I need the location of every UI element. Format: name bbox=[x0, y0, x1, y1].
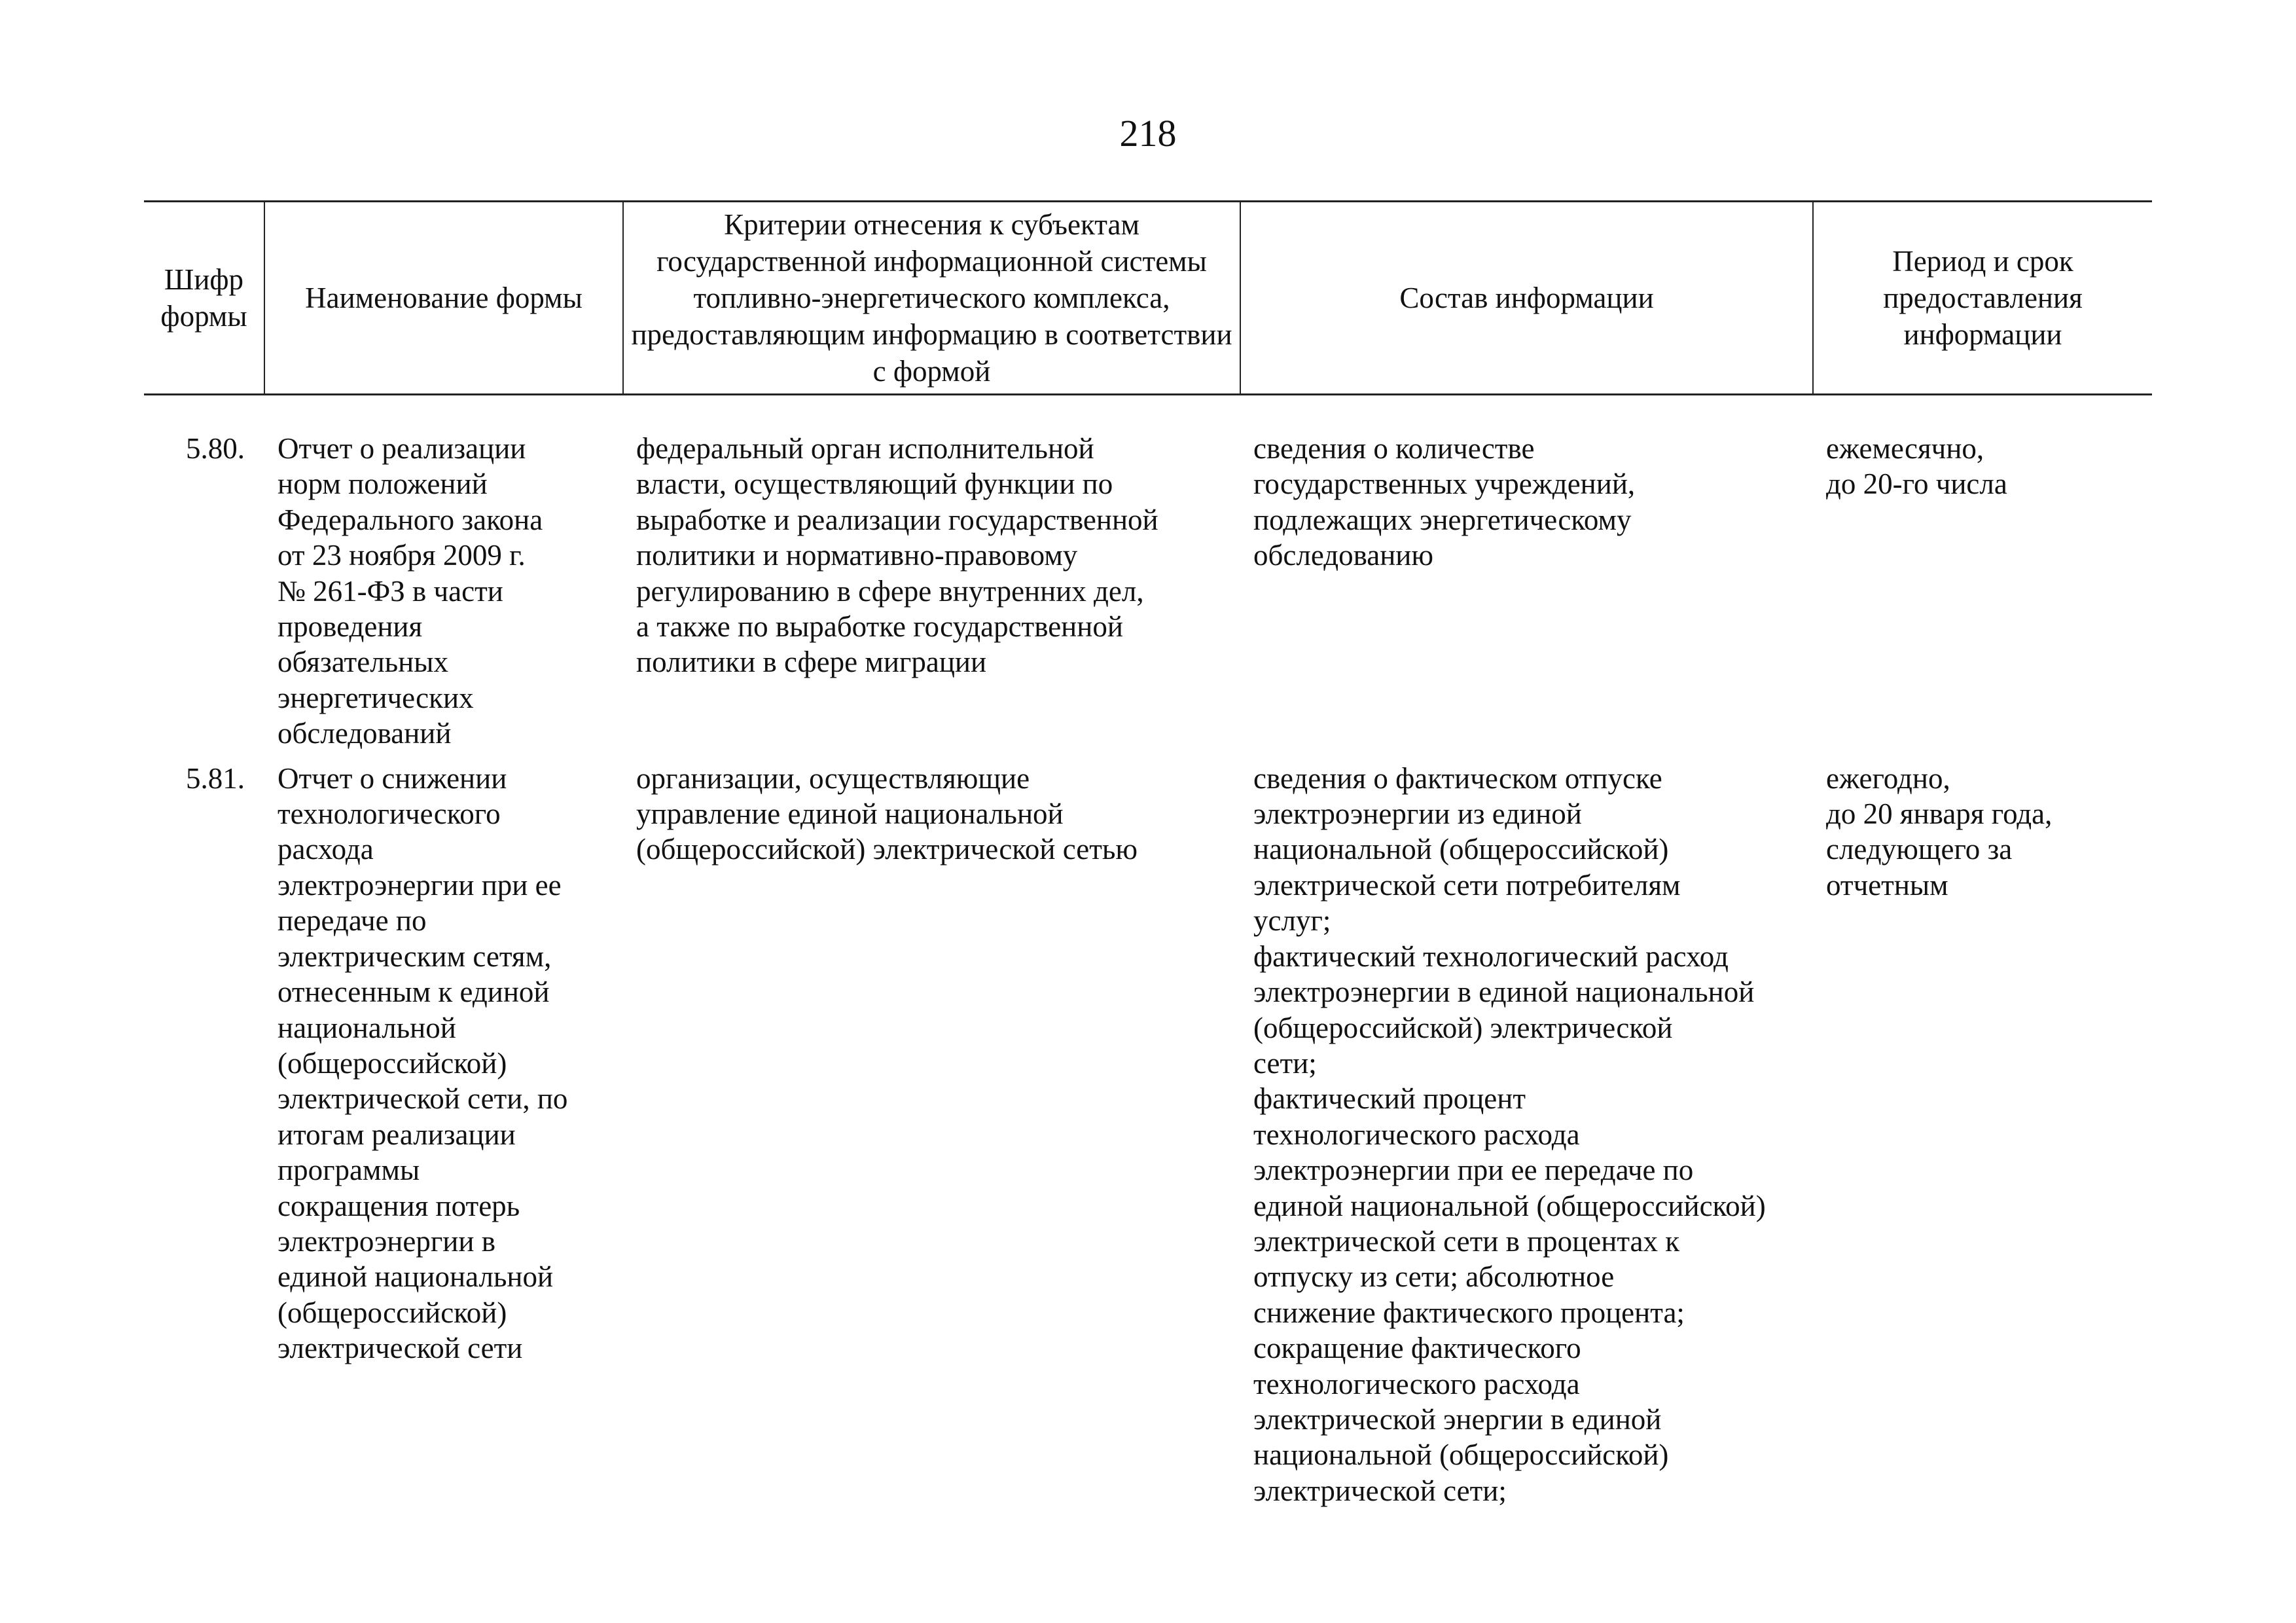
header-period: Период и срок предоставления информации bbox=[1813, 202, 2152, 395]
row-content: сведения о количестве государственных учреждений, подлежащих энергетическому обследованию bbox=[1253, 432, 1636, 572]
row-name: Отчет о снижении технологического расхода электроэнергии при ее передаче по электрическим сетям, отнесенным к единой национальной (общероссийской) электрической сети, по итогам реализации программы сокращения потерь электроэнергии в единой национальной (общероссийской) электрической сети bbox=[278, 761, 568, 1365]
row-code: 5.80. bbox=[186, 432, 245, 465]
forms-table bbox=[144, 200, 2152, 1508]
table-row bbox=[144, 431, 2152, 752]
header-criteria: Критерии отнесения к субъектам государственной информационной системы топливно-энергетического комплекса, предоставляющим информацию в соответствии с формой bbox=[623, 202, 1240, 395]
row-criteria: федеральный орган исполнительной власти, осуществляющий функции по выработке и реализации государственной политики и нормативно-правовому регулированию в сфере внутренних дел, а также по выработке государственной политики в сфере миграции bbox=[636, 432, 1158, 679]
row-criteria: организации, осуществляющие управление единой национальной (общероссийской) электрической сетью bbox=[636, 761, 1138, 866]
header-code: Шифр формы bbox=[144, 202, 264, 395]
row-content: сведения о фактическом отпуске электроэнергии из единой национальной (общероссийской) электрической сети потребителям услуг; фактический технологический расход электроэнергии в единой национальной (общероссийской) электрической сети; фактический процент технологического расхода электроэнергии при ее передаче по единой национальной (общероссийской) электрической сети в процентах к отпуску из сети; абсолютное снижение фактического процента; сокращение фактического технологического расхода электрической энергии в единой национальной (общероссийской) электрической сети; bbox=[1253, 761, 1766, 1507]
table-header bbox=[144, 202, 2152, 395]
row-period: ежегодно, до 20 января года, следующего за отчетным bbox=[1826, 761, 2053, 902]
header-name: Наименование формы bbox=[264, 202, 623, 395]
table-row bbox=[144, 761, 2152, 1509]
page-number: 218 bbox=[1119, 112, 1177, 155]
row-code: 5.81. bbox=[186, 761, 245, 795]
row-period: ежемесячно, до 20-го числа bbox=[1826, 432, 2007, 501]
header-content: Состав информации bbox=[1240, 202, 1813, 395]
row-name: Отчет о реализации норм положений Федерального закона от 23 ноября 2009 г. № 261-ФЗ в части проведения обязательных энергетических обследований bbox=[278, 432, 543, 750]
